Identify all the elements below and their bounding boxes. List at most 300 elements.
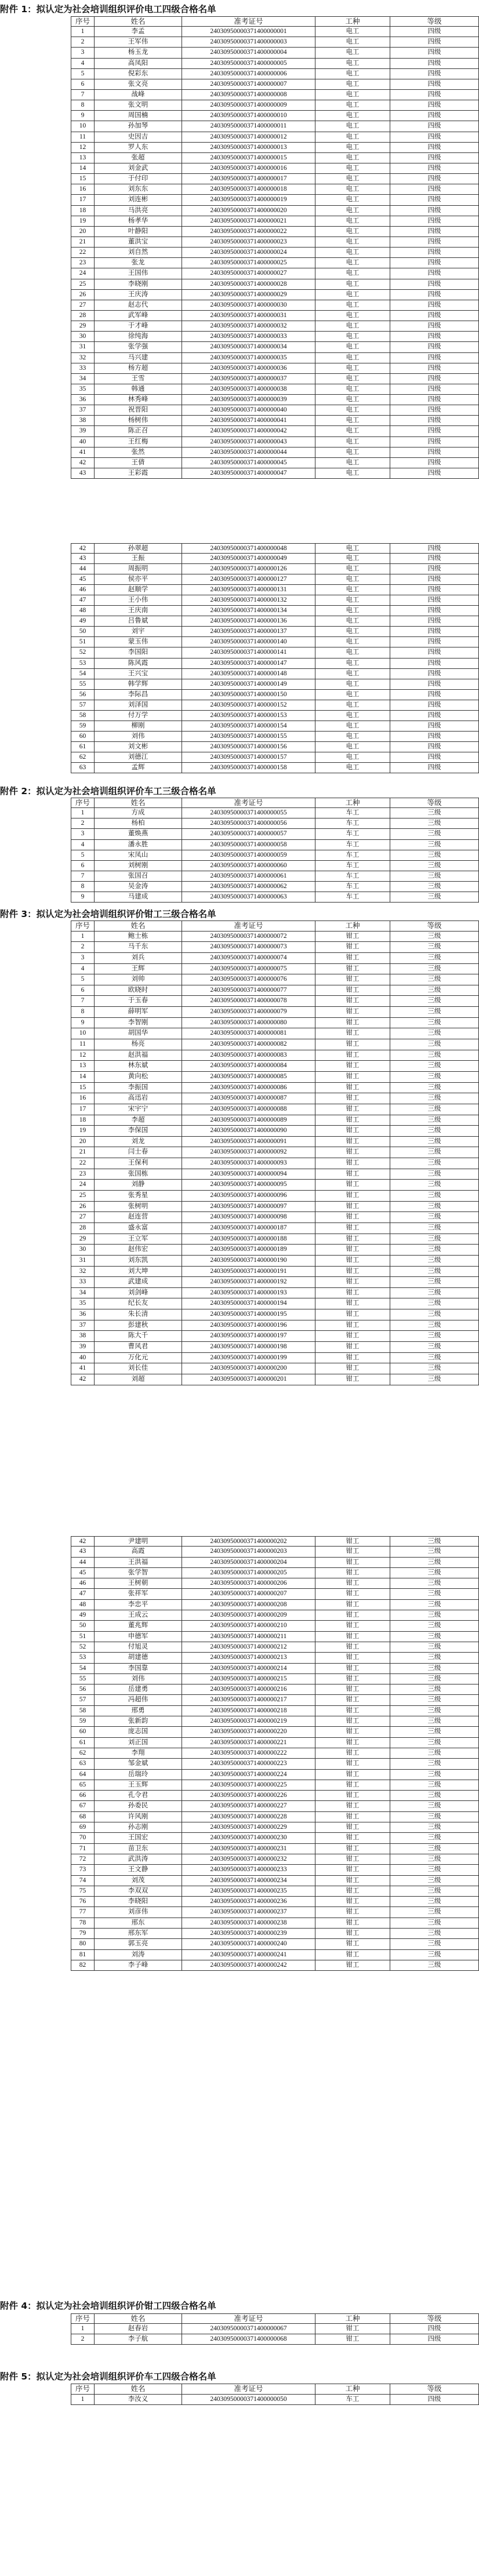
table-cell: 24030950000371400000227 — [182, 1801, 315, 1811]
table-cell: 钳工 — [315, 1812, 390, 1822]
table-cell: 李忠平 — [95, 1600, 182, 1610]
table-cell: 三级 — [390, 1695, 479, 1705]
table-cell: 三级 — [390, 1072, 479, 1083]
table-cell: 钳工 — [315, 1939, 390, 1949]
table-cell: 27 — [71, 300, 95, 311]
table-cell: 张文亮 — [95, 79, 182, 90]
column-header: 工种 — [315, 798, 390, 808]
table-cell: 刘东凯 — [95, 1256, 182, 1267]
table-cell: 钳工 — [315, 1180, 390, 1191]
table-cell: 41 — [71, 447, 95, 458]
table-cell: 四级 — [390, 732, 479, 742]
table-cell: 三级 — [390, 1865, 479, 1875]
table-cell: 25 — [71, 1191, 95, 1202]
table-cell: 三级 — [390, 942, 479, 953]
column-header: 准考证号 — [182, 2313, 315, 2324]
table-cell: 电工 — [315, 79, 390, 90]
table-row — [71, 1960, 478, 1971]
table-cell: 王小伟 — [95, 595, 182, 606]
table-cell: 77 — [71, 1907, 95, 1918]
column-header: 工种 — [315, 920, 390, 932]
table-cell: 三级 — [390, 1137, 479, 1148]
table-cell: 三级 — [390, 1568, 479, 1578]
table-row — [71, 1610, 478, 1621]
table-cell: 4 — [71, 964, 95, 975]
table-row — [71, 1929, 478, 1939]
table-cell: 22 — [71, 248, 95, 258]
table-cell: 45 — [71, 574, 95, 585]
table-cell: 24030950000371400000079 — [182, 1007, 315, 1018]
table-cell: 钳工 — [315, 1245, 390, 1256]
column-header: 序号 — [71, 798, 95, 808]
table-cell: 四级 — [390, 647, 479, 658]
table-cell: 周国楠 — [95, 111, 182, 121]
table-cell: 三级 — [390, 1050, 479, 1061]
table-cell: 三级 — [390, 1288, 479, 1299]
table-cell: 蒙玉伟 — [95, 637, 182, 647]
table-row — [71, 374, 478, 384]
table-header-row — [71, 798, 478, 808]
table-row — [71, 458, 478, 468]
table-cell: 薛明军 — [95, 1007, 182, 1018]
table-cell: 24030950000371400000045 — [182, 458, 315, 468]
table-cell: 24030950000371400000230 — [182, 1833, 315, 1843]
table-cell: 三级 — [390, 1674, 479, 1684]
table-cell: 电工 — [315, 647, 390, 658]
table-cell: 24030950000371400000017 — [182, 174, 315, 184]
table-cell: 电工 — [315, 447, 390, 458]
table-cell: 邢东军 — [95, 1929, 182, 1939]
table-cell: 24030950000371400000216 — [182, 1684, 315, 1695]
table-cell: 李晓刚 — [95, 279, 182, 290]
table-cell: 徐纯海 — [95, 332, 182, 342]
table-cell: 12 — [71, 1050, 95, 1061]
table-cell: 9 — [71, 111, 95, 121]
table-cell: 电工 — [315, 658, 390, 669]
table-cell: 冯超伟 — [95, 1695, 182, 1705]
column-header: 准考证号 — [182, 16, 315, 27]
table-cell: 钳工 — [315, 1039, 390, 1050]
table-cell: 24030950000371400000041 — [182, 416, 315, 426]
table-cell: 三级 — [390, 1212, 479, 1223]
table-cell: 电工 — [315, 153, 390, 163]
table-cell: 三级 — [390, 1093, 479, 1104]
table-row — [71, 395, 478, 405]
table-row — [71, 405, 478, 416]
table-cell: 电工 — [315, 606, 390, 616]
table-cell: 41 — [71, 1363, 95, 1374]
table-cell: 李汝义 — [95, 2395, 182, 2406]
table-cell: 80 — [71, 1939, 95, 1949]
table-cell: 刘剑峰 — [95, 1288, 182, 1299]
table-cell: 刘德江 — [95, 752, 182, 763]
table-cell: 三级 — [390, 1547, 479, 1557]
table-cell: 三级 — [390, 1191, 479, 1202]
table-cell: 三级 — [390, 1939, 479, 1949]
table-cell: 52 — [71, 647, 95, 658]
table-cell: 15 — [71, 1083, 95, 1094]
table-cell: 车工 — [315, 2395, 390, 2406]
table-cell: 24030950000371400000068 — [182, 2334, 315, 2345]
table-row — [71, 1245, 478, 1256]
table-cell: 三级 — [390, 953, 479, 964]
table-cell: 刘彦伟 — [95, 1907, 182, 1918]
table-cell: 三级 — [390, 1664, 479, 1674]
table-cell: 35 — [71, 384, 95, 395]
table-cell: 电工 — [315, 564, 390, 574]
table-cell: 24030950000371400000220 — [182, 1727, 315, 1737]
table-cell: 三级 — [390, 1589, 479, 1599]
section-title: 附件 4：拟认定为社会培训组织评价钳工四级合格名单 — [0, 2301, 216, 2311]
table-row — [71, 1886, 478, 1897]
table-row — [71, 184, 478, 195]
table-cell: 三级 — [390, 1854, 479, 1865]
table-cell: 钳工 — [315, 1738, 390, 1748]
table-cell: 23 — [71, 1169, 95, 1180]
table-cell: 23 — [71, 258, 95, 268]
table-cell: 钳工 — [315, 1353, 390, 1364]
table-cell: 36 — [71, 395, 95, 405]
table-cell: 电工 — [315, 132, 390, 143]
table-cell: 四级 — [390, 658, 479, 669]
table-row — [71, 850, 478, 861]
table-cell: 24030950000371400000044 — [182, 447, 315, 458]
table-cell: 三级 — [390, 1028, 479, 1039]
table-cell: 马洪亮 — [95, 206, 182, 216]
table-row — [71, 658, 478, 669]
table-cell: 42 — [71, 543, 95, 554]
table-cell: 钳工 — [315, 1791, 390, 1801]
column-header: 姓名 — [95, 798, 182, 808]
table-row — [71, 121, 478, 132]
table-cell: 3 — [71, 48, 95, 58]
table-cell: 6 — [71, 79, 95, 90]
table-cell: 四级 — [390, 405, 479, 416]
column-header: 序号 — [71, 2384, 95, 2395]
table-row — [71, 808, 478, 818]
table-cell: 电工 — [315, 416, 390, 426]
table-cell: 电工 — [315, 59, 390, 69]
table-cell: 24030950000371400000074 — [182, 953, 315, 964]
table-row — [71, 690, 478, 700]
table-row — [71, 1695, 478, 1705]
table-cell: 侯亦平 — [95, 574, 182, 585]
table-cell: 62 — [71, 752, 95, 763]
table-cell: 电工 — [315, 227, 390, 237]
table-cell: 1 — [71, 932, 95, 943]
table-cell: 24030950000371400000089 — [182, 1115, 315, 1126]
table-cell: 电工 — [315, 174, 390, 184]
table-cell: 16 — [71, 184, 95, 195]
table-cell: 24030950000371400000197 — [182, 1331, 315, 1342]
table-cell: 车工 — [315, 892, 390, 903]
table-cell: 钳工 — [315, 1028, 390, 1039]
table-cell: 邹金斌 — [95, 1759, 182, 1769]
table-cell: 65 — [71, 1780, 95, 1791]
table-cell: 三级 — [390, 1812, 479, 1822]
table-cell: 吴金涛 — [95, 882, 182, 892]
table-cell: 24 — [71, 1180, 95, 1191]
table-cell: 四级 — [390, 69, 479, 79]
table-cell: 24030950000371400000009 — [182, 100, 315, 111]
table-cell: 24030950000371400000206 — [182, 1578, 315, 1589]
table-row — [71, 1780, 478, 1791]
table-cell: 24030950000371400000233 — [182, 1865, 315, 1875]
table-row — [71, 69, 478, 79]
table-row — [71, 1212, 478, 1223]
table-cell: 钳工 — [315, 1147, 390, 1158]
table-row — [71, 1547, 478, 1557]
table-cell: 钳工 — [315, 1929, 390, 1939]
table-cell: 24030950000371400000037 — [182, 374, 315, 384]
table-cell: 四级 — [390, 206, 479, 216]
table-cell: 赵伟宏 — [95, 1245, 182, 1256]
table-cell: 纪长友 — [95, 1298, 182, 1309]
table-cell: 三级 — [390, 840, 479, 850]
table-row — [71, 163, 478, 174]
table-cell: 钳工 — [315, 1674, 390, 1684]
table-row — [71, 268, 478, 279]
table-cell: 24030950000371400000055 — [182, 808, 315, 818]
table-cell: 钳工 — [315, 1770, 390, 1780]
table-cell: 三级 — [390, 1558, 479, 1568]
table-cell: 王树朝 — [95, 1578, 182, 1589]
table-cell: 钳工 — [315, 1169, 390, 1180]
table-row — [71, 1374, 478, 1385]
table-cell: 钳工 — [315, 1331, 390, 1342]
table-cell: 钳工 — [315, 1202, 390, 1213]
table-cell: 四级 — [390, 458, 479, 468]
table-cell: 7 — [71, 871, 95, 882]
table-cell: 三级 — [390, 1267, 479, 1278]
table-cell: 车工 — [315, 882, 390, 892]
table-row — [71, 861, 478, 871]
table-cell: 四级 — [390, 37, 479, 48]
table-cell: 曹风君 — [95, 1342, 182, 1353]
table-cell: 24030950000371400000020 — [182, 206, 315, 216]
table-cell: 12 — [71, 143, 95, 153]
table-row — [71, 1050, 478, 1061]
column-header: 序号 — [71, 920, 95, 932]
table-cell: 电工 — [315, 363, 390, 374]
column-header: 姓名 — [95, 16, 182, 27]
table-cell: 四级 — [390, 184, 479, 195]
table-cell: 赵志代 — [95, 300, 182, 311]
table-cell: 24030950000371400000001 — [182, 27, 315, 37]
table-cell: 钳工 — [315, 1865, 390, 1875]
table-cell: 刘伟 — [95, 732, 182, 742]
table-row — [71, 953, 478, 964]
table-cell: 24030950000371400000205 — [182, 1568, 315, 1578]
table-cell: 33 — [71, 363, 95, 374]
table-cell: 刘长佳 — [95, 1363, 182, 1374]
table-cell: 闫士春 — [95, 1147, 182, 1158]
table-cell: 76 — [71, 1897, 95, 1907]
table-cell: 王国伟 — [95, 268, 182, 279]
table-cell: 孟辉 — [95, 763, 182, 773]
table-cell: 电工 — [315, 669, 390, 679]
table-cell: 四级 — [390, 216, 479, 227]
table-cell: 张学智 — [95, 1568, 182, 1578]
table-cell: 24030950000371400000057 — [182, 829, 315, 839]
table-cell: 24030950000371400000194 — [182, 1298, 315, 1309]
table-cell: 24030950000371400000063 — [182, 892, 315, 903]
table-cell: 三级 — [390, 1653, 479, 1663]
table-row — [71, 964, 478, 975]
table-cell: 24030950000371400000196 — [182, 1320, 315, 1331]
table-cell: 24030950000371400000042 — [182, 426, 315, 436]
table-cell: 24030950000371400000021 — [182, 216, 315, 227]
table-row — [71, 468, 478, 479]
table-row — [71, 90, 478, 100]
table-cell: 31 — [71, 1256, 95, 1267]
table-cell: 三级 — [390, 1374, 479, 1385]
table-cell: 40 — [71, 1353, 95, 1364]
table-row — [71, 1331, 478, 1342]
table-row — [71, 1812, 478, 1822]
table-cell: 三级 — [390, 1061, 479, 1072]
table-cell: 三级 — [390, 1007, 479, 1018]
table-row — [71, 1738, 478, 1748]
table-cell: 三级 — [390, 1918, 479, 1929]
table-cell: 周振明 — [95, 564, 182, 574]
table-cell: 彭建秋 — [95, 1320, 182, 1331]
table-cell: 马兴建 — [95, 353, 182, 363]
table-cell: 王国宏 — [95, 1833, 182, 1843]
table-cell: 24030950000371400000028 — [182, 279, 315, 290]
table-cell: 王红梅 — [95, 437, 182, 447]
table-cell: 四级 — [390, 27, 479, 37]
table-row — [71, 1320, 478, 1331]
table-cell: 6 — [71, 861, 95, 871]
table-cell: 24030950000371400000085 — [182, 1072, 315, 1083]
table-cell: 24030950000371400000073 — [182, 942, 315, 953]
table-cell: 李国靠 — [95, 1664, 182, 1674]
table-row — [71, 932, 478, 943]
table-cell: 25 — [71, 279, 95, 290]
table-cell: 24030950000371400000235 — [182, 1886, 315, 1897]
table-cell: 四级 — [390, 690, 479, 700]
table-row — [71, 342, 478, 352]
table-cell: 5 — [71, 850, 95, 861]
table-cell: 张新韵 — [95, 1716, 182, 1727]
table-row — [71, 2334, 478, 2345]
table-cell: 钳工 — [315, 1897, 390, 1907]
table-cell: 四级 — [390, 290, 479, 300]
table-cell: 电工 — [315, 268, 390, 279]
table-row — [71, 1028, 478, 1039]
table-cell: 53 — [71, 1653, 95, 1663]
table-cell: 钳工 — [315, 1610, 390, 1621]
table-cell: 杨玉龙 — [95, 48, 182, 58]
table-row — [71, 1918, 478, 1929]
table-cell: 王庆南 — [95, 606, 182, 616]
table-cell: 40 — [71, 437, 95, 447]
table-cell: 48 — [71, 606, 95, 616]
table-row — [71, 258, 478, 268]
roster-table — [71, 1536, 478, 1971]
table-cell: 2 — [71, 2334, 95, 2345]
table-cell: 59 — [71, 1716, 95, 1727]
table-row — [71, 416, 478, 426]
table-cell: 29 — [71, 1234, 95, 1245]
table-cell: 43 — [71, 554, 95, 564]
table-cell: 张超 — [95, 153, 182, 163]
table-cell: 15 — [71, 174, 95, 184]
column-header: 等级 — [390, 2384, 479, 2395]
table-cell: 柳刚 — [95, 721, 182, 732]
table-cell: 车工 — [315, 829, 390, 839]
table-cell: 四级 — [390, 585, 479, 595]
table-cell: 电工 — [315, 300, 390, 311]
table-row — [71, 1600, 478, 1610]
table-cell: 李子航 — [95, 2334, 182, 2345]
table-cell: 36 — [71, 1309, 95, 1320]
table-cell: 钳工 — [315, 1695, 390, 1705]
table-cell: 电工 — [315, 384, 390, 395]
table-cell: 24030950000371400000081 — [182, 1028, 315, 1039]
table-cell: 24030950000371400000132 — [182, 595, 315, 606]
table-cell: 三级 — [390, 1353, 479, 1364]
table-cell: 电工 — [315, 248, 390, 258]
table-row — [71, 363, 478, 374]
table-cell: 钳工 — [315, 1621, 390, 1631]
table-cell: 刘宇 — [95, 627, 182, 637]
table-cell: 电工 — [315, 69, 390, 79]
table-cell: 四级 — [390, 332, 479, 342]
table-cell: 24030950000371400000158 — [182, 763, 315, 773]
table-row — [71, 942, 478, 953]
table-cell: 47 — [71, 1589, 95, 1599]
table-cell: 24030950000371400000226 — [182, 1791, 315, 1801]
table-cell: 42 — [71, 1374, 95, 1385]
table-cell: 四级 — [390, 268, 479, 279]
table-cell: 24030950000371400000242 — [182, 1960, 315, 1971]
table-cell: 24030950000371400000131 — [182, 585, 315, 595]
table-cell: 三级 — [390, 1684, 479, 1695]
roster-table — [71, 16, 478, 479]
table-row — [71, 700, 478, 711]
table-cell: 24030950000371400000198 — [182, 1342, 315, 1353]
table-cell: 赵春岩 — [95, 2324, 182, 2334]
table-cell: 78 — [71, 1918, 95, 1929]
table-cell: 四级 — [390, 468, 479, 479]
table-cell: 28 — [71, 1223, 95, 1234]
table-row — [71, 100, 478, 111]
table-cell: 24030950000371400000193 — [182, 1288, 315, 1299]
table-cell: 四级 — [390, 111, 479, 121]
table-row — [71, 447, 478, 458]
table-cell: 电工 — [315, 342, 390, 352]
table-cell: 叶静阳 — [95, 227, 182, 237]
table-cell: 四级 — [390, 163, 479, 174]
table-cell: 电工 — [315, 184, 390, 195]
table-cell: 42 — [71, 1536, 95, 1547]
table-row — [71, 2324, 478, 2334]
table-row — [71, 1558, 478, 1568]
table-cell: 24030950000371400000153 — [182, 711, 315, 721]
table-cell: 三级 — [390, 1158, 479, 1169]
table-cell: 车工 — [315, 871, 390, 882]
table-cell: 四级 — [390, 721, 479, 732]
table-cell: 55 — [71, 679, 95, 690]
table-cell: 24030950000371400000048 — [182, 543, 315, 554]
table-cell: 三级 — [390, 1223, 479, 1234]
table-cell: 三级 — [390, 829, 479, 839]
table-cell: 钳工 — [315, 1547, 390, 1557]
table-cell: 24030950000371400000082 — [182, 1039, 315, 1050]
table-cell: 四级 — [390, 59, 479, 69]
